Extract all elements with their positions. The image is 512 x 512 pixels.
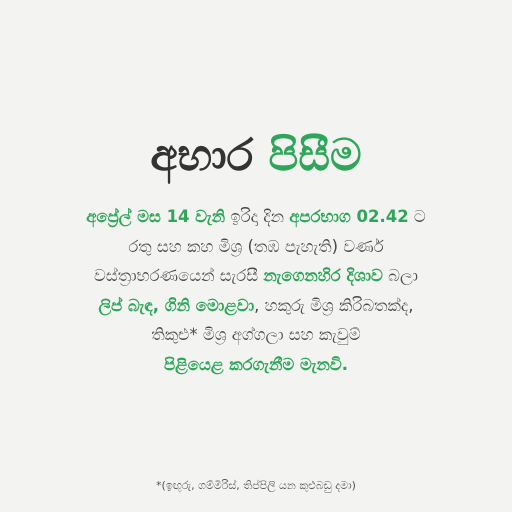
date-highlight: අප්‍රේල් මස 14 වැනි [86,207,226,226]
hearth-highlight: ලිප් බැඳ, ගිනි මොළවා [98,295,255,315]
time-highlight: අපරභාග 02.42 [289,207,409,226]
title-part-dark: අභාර [150,130,254,181]
day-text: ඉරිදා දින [225,207,290,226]
attire-text: වස්ත්‍රාභරණයෙන් සැරසී [94,266,264,285]
text-line-2: රතු සහ කහ මිශ්‍ර (තඹ පැහැති) වර්ණ [128,236,384,256]
milk-rice-text: , හකුරු මිශ්‍ර කිරිබතක්ද, [254,295,414,315]
page-title [0,128,512,184]
facing-text: බලා [382,266,418,285]
footnote: *(ඉඟුරු, ගම්මිරිස්, තිප්පිලි යන කුළුබඩු දමා) [156,479,356,492]
text-line-5: තිකුළු* මිශ්‍ර අග්ගලා සහ කැවුම් [151,325,361,344]
text-line-4 [22,291,490,321]
text-line-6: පිළියෙළ කරගැනීම මැනවි. [164,354,348,374]
text-line-1 [22,202,490,232]
text-line-3 [22,261,490,291]
instructions-text [22,202,490,379]
title-part-accent: පිසීම [268,130,362,181]
at-text: ට [408,207,426,226]
direction-highlight: නැගෙනහිර දිශාව [263,266,383,285]
